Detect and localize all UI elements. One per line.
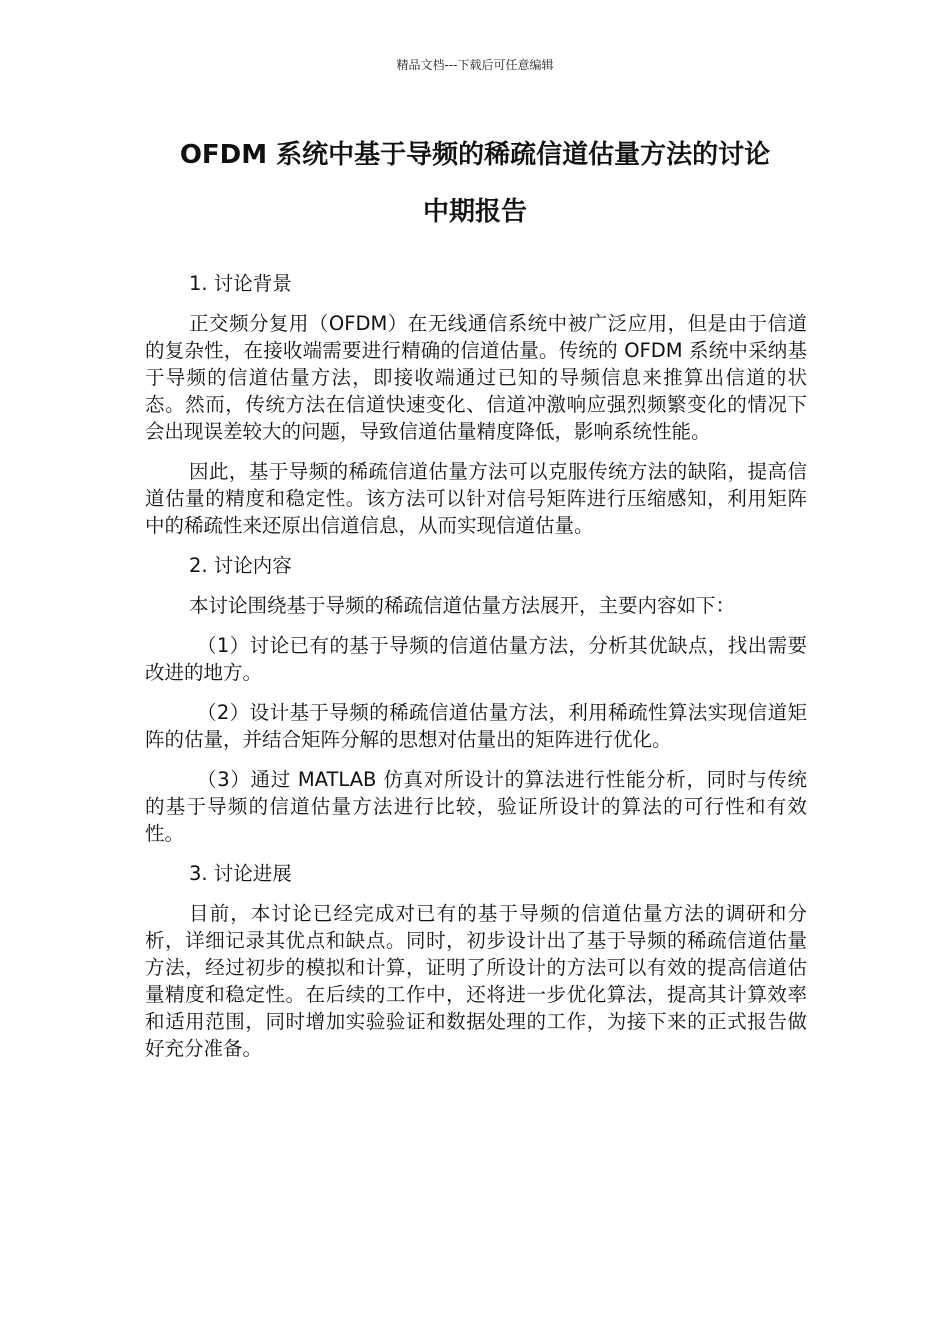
list-item: （2）设计基于导频的稀疏信道估量方法，利用稀疏性算法实现信道矩阵的估量，并结合矩阵分解的思想对估量出的矩阵进行优化。 bbox=[145, 701, 807, 751]
paragraph: 因此，基于导频的稀疏信道估量方法可以克服传统方法的缺陷，提高信道估量的精度和稳定性。该方法可以针对信号矩阵进行压缩感知，利用矩阵中的稀疏性来还原出信道信息，从而实现信道估量。 bbox=[145, 460, 807, 537]
paragraph: 本讨论围绕基于导频的稀疏信道估量方法展开，主要内容如下： bbox=[189, 594, 736, 617]
section-heading-content: 2. 讨论内容 bbox=[189, 554, 292, 577]
section-heading-progress: 3. 讨论进展 bbox=[189, 862, 292, 885]
title-line-2: 中期报告 bbox=[422, 197, 527, 227]
paragraph: 目前，本讨论已经完成对已有的基于导频的信道估量方法的调研和分析，详细记录其优点和缺点。同时，初步设计出了基于导频的稀疏信道估量方法，经过初步的模拟和计算，证明了所设计的方法可以有效的提高信道估量精度和稳定性。在后续的工作中，还将进一步优化算法，提高其计算效率和适用范围，同时增加实验验证和数据处理的工作，为接下来的正式报告做好充分准备。 bbox=[145, 902, 807, 1060]
section-heading-background: 1. 讨论背景 bbox=[189, 272, 292, 295]
list-item: （1）讨论已有的基于导频的信道估量方法，分析其优缺点，找出需要改进的地方。 bbox=[145, 634, 807, 684]
title-line-1: OFDM 系统中基于导频的稀疏信道估量方法的讨论 bbox=[179, 140, 771, 170]
page-header: 精品文档---下载后可任意编辑 bbox=[396, 58, 554, 72]
document-body bbox=[145, 270, 807, 1075]
list-item: （3）通过 MATLAB 仿真对所设计的算法进行性能分析，同时与传统的基于导频的信道估量方法进行比较，验证所设计的算法的可行性和有效性。 bbox=[145, 768, 807, 845]
paragraph: 正交频分复用（OFDM）在无线通信系统中被广泛应用，但是由于信道的复杂性，在接收端需要进行精确的信道估量。传统的 OFDM 系统中采纳基于导频的信道估量方法，即接收端通过已知的导频信息来推算出信道的状态。然而，传统方法在信道快速变化、信道冲激响应强烈频繁变化的情况下会出现误差较大的问题，导致信道估量精度降低，影响系统性能。 bbox=[145, 312, 807, 443]
